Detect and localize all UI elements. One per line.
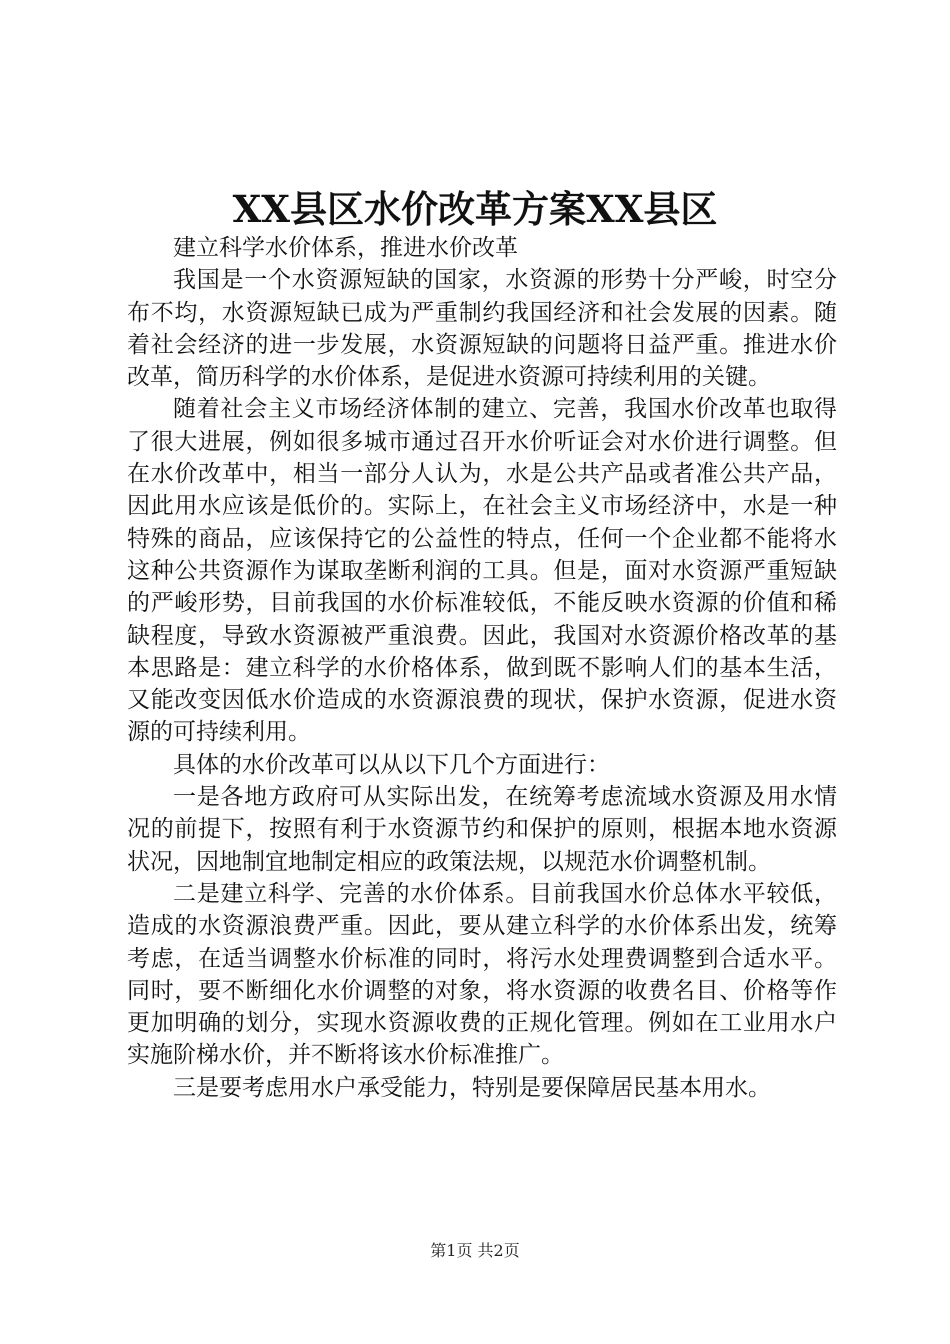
paragraph-point-three: 三是要考虑用水户承受能力，特别是要保障居民基本用水。	[173, 1074, 771, 1101]
paragraph-point-two: 二是建立科学、完善的水价体系。目前我国水价总体水平较低，造成的水资源浪费严重。因此，要从建立科学的水价体系出发，统筹考虑，在适当调整水价标准的同时，将污水处理费调整到合适水平。同时，要不断细化水价调整的对象，将水资源的收费名目、价格等作更加明确的划分，实现水资源收费的正规化管理。例如在工业用水户实施阶梯水价，并不断将该水价标准推广。	[127, 880, 837, 1069]
document-body	[127, 232, 837, 1104]
page-footer: 第1页 共2页	[430, 1241, 520, 1260]
paragraph-subtitle: 建立科学水价体系，推进水价改革	[173, 235, 518, 261]
paragraph-aspects-lead: 具体的水价改革可以从以下几个方面进行：	[173, 751, 610, 778]
paragraph-intro: 我国是一个水资源短缺的国家，水资源的形势十分严峻，时空分布不均，水资源短缺已成为严重制约我国经济和社会发展的因素。随着社会经济的进一步发展，水资源短缺的问题将日益严重。推进水价改革，简历科学的水价体系，是促进水资源可持续利用的关键。	[127, 267, 837, 391]
paragraph-point-one: 一是各地方政府可从实际出发，在统筹考虑流域水资源及用水情况的前提下，按照有利于水资源节约和保护的原则，根据本地水资源状况，因地制宜地制定相应的政策法规，以规范水价调整机制。	[127, 784, 837, 875]
document-title: XX县区水价改革方案XX县区	[232, 187, 718, 231]
paragraph-progress: 随着社会主义市场经济体制的建立、完善，我国水价改革也取得了很大进展，例如很多城市通过召开水价听证会对水价进行调整。但在水价改革中，相当一部分人认为，水是公共产品或者准公共产品，因此用水应该是低价的。实际上，在社会主义市场经济中，水是一种特殊的商品，应该保持它的公益性的特点，任何一个企业都不能将水这种公共资源作为谋取垄断利润的工具。但是，面对水资源严重短缺的严峻形势，目前我国的水价标准较低，不能反映水资源的价值和稀缺程度，导致水资源被严重浪费。因此，我国对水资源价格改革的基本思路是：建立科学的水价格体系，做到既不影响人们的基本生活，又能改变因低水价造成的水资源浪费的现状，保护水资源，促进水资源的可持续利用。	[127, 396, 837, 746]
